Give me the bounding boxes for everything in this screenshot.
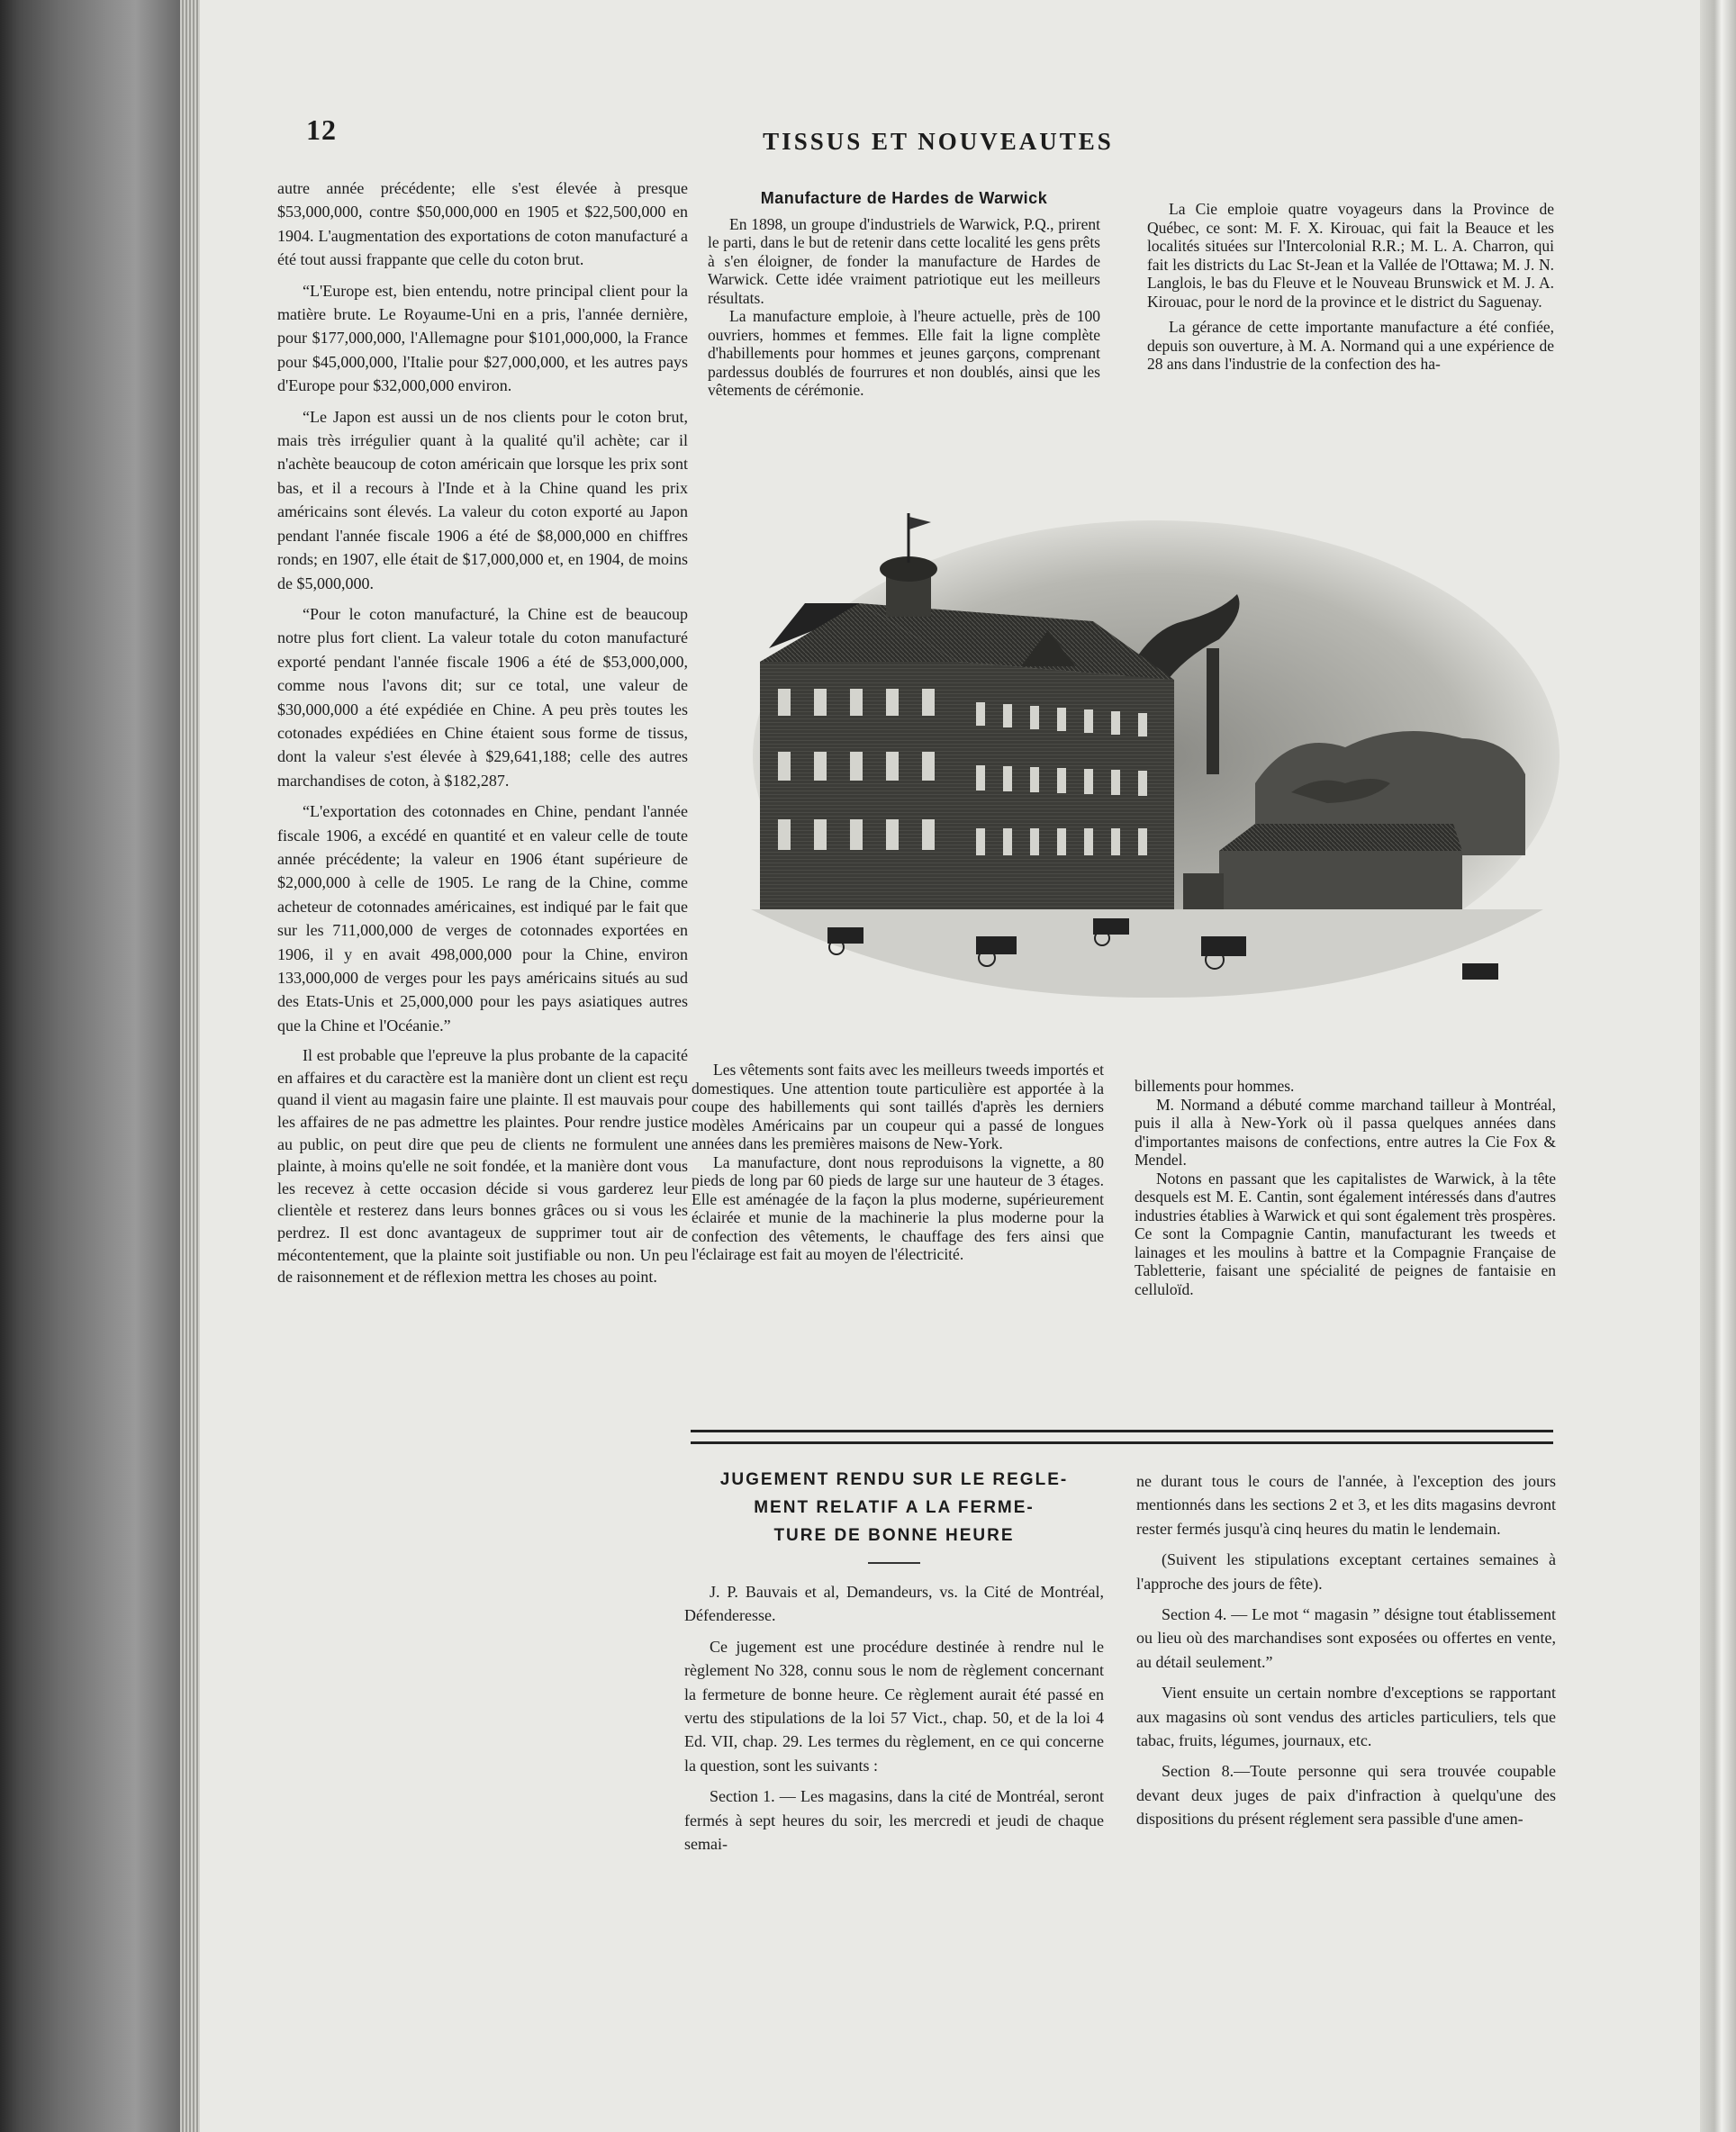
page-number: 12 (306, 113, 337, 146)
jugement-right (1136, 1469, 1556, 1831)
paragraph: Les vêtements sont faits avec les meilleurs tweeds importés et domestiques. Une attention toute particulière est apportée à la coupe des habillements qui sont taillés d'après les derniers modèles Américains par un coupeur qui a passé de longues années dans les premières maisons de New-York. (692, 1061, 1104, 1152)
section-divider (691, 1430, 1553, 1444)
paragraph: La manufacture, dont nous reproduisons la vignette, a 80 pieds de long par 60 pieds de large sur une hauteur de 3 étages. Elle est aménagée de la façon la plus moderne, supérieurement éclairée et munie de la machinerie la plus moderne pour la confection des vêtements, le chauffage des fers ainsi que l'éclairage est fait au moyen de l'électricité. (692, 1152, 1104, 1263)
paragraph: autre année précédente; elle s'est élevée à presque $53,000,000, contre $50,000,000 en 1905 et $22,500,000 en 1904. L'augmentation des exportations de coton manufacturé a été tout aussi frappante que celle du coton brut. (277, 179, 688, 269)
paragraph: “L'Europe est, bien entendu, notre principal client pour la matière brute. Le Royaume-Uni en a pris, l'année dernière, pour $177,000,000, l'Allemagne pour $101,000,000, la France pour $45,000,000, l'Italie pour $27,000,000, et les autres pays d'Europe pour $32,000,000 environ. (277, 281, 688, 395)
page-stack-edge (180, 0, 200, 2132)
paragraph: “Le Japon est aussi un de nos clients pour le coton brut, mais très irrégulier quant à la qualité qu'il achète; car il n'achète beaucoup de coton américain que lorsque les prix sont bas, et il a recours à l'Inde et à la Chine quand les prix américains sont élevés. La valeur du coton exporté au Japon pendant l'année fiscale 1906 a été de $8,000,000 en chiffres ronds; en 1907, elle était de $17,000,000 et, en 1904, de moins de $5,000,000. (277, 407, 688, 592)
paragraph: La manufacture emploie, à l'heure actuelle, près de 100 ouvriers, hommes et femmes. Elle fait la ligne complète d'habillements pour hommes et jeunes garçons, comprenant pardessus doublés de fourrures et non doublés, ainsi que les vêtements de cérémonie. (708, 307, 1100, 399)
heading-rule (868, 1562, 920, 1564)
jugement-heading-line-3: TURE DE BONNE HEURE (773, 1526, 1015, 1545)
column-left (277, 176, 688, 1288)
jugement-heading-line-2: MENT RELATIF A LA FERME- (754, 1498, 1035, 1517)
paragraph: Ce jugement est une procédure destinée à rendre nul le règlement No 328, connu sous le nom de règlement concernant la fermeture de bonne heure. Ce règlement aurait été passé en vertu des stipulations de la loi 57 Vict., chap. 50, et de la loi 4 Ed. VII, chap. 29. Les termes du règlement, en ce qui concerne la question, sont les suivants : (684, 1637, 1104, 1775)
page (200, 0, 1700, 2132)
factory-illustration (751, 513, 1561, 999)
paragraph: Vient ensuite un certain nombre d'exceptions se rapportant aux magasins où sont vendus des articles particuliers, tels que tabac, fruits, légumes, journaux, etc. (1136, 1684, 1556, 1750)
paragraph: “L'exportation des cotonnades en Chine, pendant l'année fiscale 1906, a excédé en quantité et en valeur celle de toute année précédente; la valeur en 1906 étant supérieure de $2,000,000 à celle de 1905. Le rang de la Chine, comme acheteur de cotonnades américaines, est indiqué par le fait que sur les 711,000,000 de verges de cotonnades exportées en 1906, il y en avait 498,000,000 pour la Chine, environ 133,000,000 de verges pour les pays américains situés au sud des Etats-Unis et 25,000,000 pour les pays asiatiques autres que la Chine et l'Océanie.” (277, 802, 688, 1034)
paragraph: Notons en passant que les capitalistes de Warwick, à la tête desquels est M. E. Cantin, sont également intéressés dans d'autres industries établies à Warwick et qui sont également très prospères. Ce sont la Compagnie Cantin, manufacturant les tweeds et lainages et les moulins à battre et la Compagnie Française de Tabletterie, faisant une spécialité de peignes de fantaisie en celluloïd. (1135, 1169, 1556, 1298)
warwick-bottom-right (1135, 1077, 1556, 1298)
paragraph: La Cie emploie quatre voyageurs dans la Province de Québec, ce sont: M. F. X. Kirouac, qui fait la Beauce et les localités situées sur l'Intercolonial R.R.; M. L. A. Charron, qui fait les districts du Lac St-Jean et la Vallée de l'Ottawa; M. J. N. Langlois, le bas du Fleuve et le Nouveau Brunswick et M. J. A. Kirouac, pour le nord de la province et le district du Saguenay. (1147, 200, 1554, 311)
paragraph: Section 8.—Toute personne qui sera trouvée coupable devant deux juges de paix d'infraction à quelqu'une des dispositions du présent réglement sera passible d'une amen- (1136, 1762, 1556, 1829)
paragraph: J. P. Bauvais et al, Demandeurs, vs. la Cité de Montréal, Défenderesse. (684, 1583, 1104, 1625)
book-binding (0, 0, 194, 2132)
paragraph: Il est probable que l'epreuve la plus probante de la capacité en affaires et du caractère est la manière dont un client est reçu quand il vient au magasin faire une plainte. Il est mauvais pour les affaires de ne pas admettre les plaintes. Pour rendre justice au public, on peut dire que peu de clients ne formulent une plainte, à moins qu'elle ne soit fondée, et la manière dont vous les recevez à cette occasion décide si vous garderez leur clientèle et resterez dans leurs bonnes grâces ou si vous les perdrez. Il est donc avantageux de supprimer tout air de mécontentement, que la plainte soit justifiable ou non. Un peu de raisonnement et de réflexion mettra les choses au point. (277, 1046, 688, 1287)
paragraph: billements pour hommes. (1135, 1077, 1295, 1095)
warwick-bottom-middle (692, 1061, 1104, 1264)
warwick-top-right (1147, 200, 1554, 374)
jugement-heading-line-1: JUGEMENT RENDU SUR LE REGLE- (719, 1470, 1069, 1489)
warwick-top-middle (708, 189, 1100, 400)
paragraph: En 1898, un groupe d'industriels de Warwick, P.Q., prirent le parti, dans le but de retenir dans cette localité les gens prêts à s'en éloigner, de fonder la manufacture de Hardes de Warwick. Cette idée vraiment patriotique eut les meilleurs résultats. (708, 214, 1100, 307)
jugement-middle (684, 1466, 1104, 1856)
paragraph: M. Normand a débuté comme marchand tailleur à Montréal, puis il alla à New-York où il passa quelques années dans d'importantes maisons de confections, entre autres la Cie Fox & Mendel. (1135, 1095, 1556, 1169)
paragraph: Section 4. — Le mot “ magasin ” désigne tout établissement ou lieu où des marchandises sont exposées ou offertes en vente, au détail seulement.” (1136, 1605, 1556, 1671)
paragraph: “Pour le coton manufacturé, la Chine est de beaucoup notre plus fort client. La valeur totale du coton manufacturé exporté pendant l'année fiscale 1906 a été de $53,000,000, comme nous l'avons dit; sur ce total, une valeur de $30,000,000 a été expédiée en Chine. A peu près toutes les cotonades expédiées en Chine étaient sous forme de tissus, dont la valeur s'est élevée à $29,641,188; celle des autres marchandises de coton, à $182,287. (277, 604, 688, 790)
paragraph: (Suivent les stipulations exceptant certaines semaines à l'approche des jours de fête). (1136, 1550, 1556, 1593)
warwick-heading: Manufacture de Hardes de Warwick (760, 189, 1048, 207)
paragraph: Section 1. — Les magasins, dans la cité de Montréal, seront fermés à sept heures du soir, les mercredi et jeudi de chaque semai- (684, 1787, 1104, 1854)
paragraph: La gérance de cette importante manufacture a été confiée, depuis son ouverture, à M. A. Normand qui a une expérience de 28 ans dans l'industrie de la confection des ha- (1147, 318, 1554, 373)
running-head: TISSUS ET NOUVEAUTES (763, 128, 1114, 155)
page-right-edge (1700, 0, 1736, 2132)
paragraph: ne durant tous le cours de l'année, à l'exception des jours mentionnés dans les sections 2 et 3, et les dits magasins devront rester fermés jusqu'à cinq heures du matin le lendemain. (1136, 1472, 1556, 1538)
